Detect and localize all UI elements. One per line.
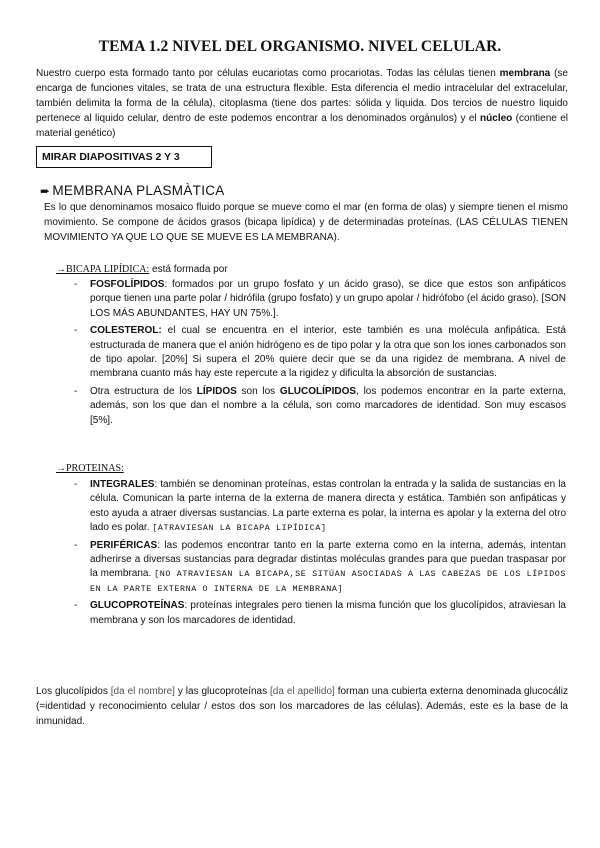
page-title: TEMA 1.2 NIVEL DEL ORGANISMO. NIVEL CELULAR. <box>98 38 502 55</box>
list-item <box>74 599 566 628</box>
membrana-paragraph: Es lo que denominamos mosaico fluido porque se mueve como el mar (en forma de olas) y siempre tienen el mismo movimiento. Se compone de ácidos grasos (bicapa lipídica) y de determinadas proteínas. (LAS CÉLULAS TIENEN MOVIMIENTO YA QUE LO QUE SE MUEVE ES LA MEMBRANA). <box>44 202 568 243</box>
subsection-label: PROTEINAS: <box>66 463 124 474</box>
item-bold: FOSFOLÍPIDOS <box>90 279 165 290</box>
slides-note-box: MIRAR DIAPOSITIVAS 2 Y 3 <box>36 146 212 168</box>
item-bold: INTEGRALES <box>90 479 155 490</box>
dash-bullet: - <box>74 539 78 551</box>
item-bold: COLESTEROL: <box>90 325 162 337</box>
item-text: : formados por un grupo fosfato y un ácido graso), se dice que estos son anfipáticos porque tienen una parte polar / hidrófila (grupo fosfato) y un grupo apolar / hidrófobo (el ácido graso). [SON LOS MÁS ABUNDANTES, HAY UN 75%.]. <box>90 279 566 319</box>
intro-bold-nucleo: núcleo <box>480 113 513 124</box>
intro-bold-membrana: membrana <box>499 68 551 79</box>
dash-bullet: - <box>74 479 78 490</box>
item-text: : también se denominan proteínas, estas controlan la entrada y la salida de sustancias en la célula. Comunican la parte interna de la externa de manera directa y estática. También son anfipáticas y esto ayuda a atraer diversas sustancias. La parte externa es polar, la interna es apolar y la externa del otro lado es polar. <box>90 479 566 534</box>
item-text: el cual se encuentra en el interior, este también es una molécula anfipática. Está estructurada de manera que el anión hidrógeno es de tipo polar y la otra que son los iones carbonados son de tipo apolar. [20%] Si supera el 20% quiere decir que se da una rigidez de membrana. A nivel de membrana cuanto más hay este repercute a la rigidez y dificulta la absorción de sustancias. <box>90 325 566 380</box>
item-bold: GLUCOPROTEÍNAS <box>90 600 185 612</box>
subsection-bicapa <box>56 263 228 276</box>
closing-paragraph <box>36 684 568 729</box>
bicapa-list <box>74 278 566 431</box>
proteinas-list <box>74 478 567 631</box>
item-text: , los podemos encontrar en la parte externa, además, son los que dan el nombre a la célula, son como marcadores de identidad. Son muy escasos [5%]. <box>90 385 566 426</box>
list-item <box>74 278 566 321</box>
subsection-rest: está formada por <box>149 264 228 275</box>
list-item <box>74 324 566 382</box>
list-item <box>74 539 567 597</box>
dash-bullet: - <box>74 325 78 337</box>
dash-bullet: - <box>74 600 78 612</box>
right-arrow-icon: → <box>56 463 66 474</box>
item-mono-note: [NO ATRAVIESAN LA BICAPA,SE SITÚAN ASOCIADAS A LAS CABEZAS DE LOS LÍPIDOS EN LA PARTE EXTERNA O INTERNA DE LA MEMBRANA] <box>90 569 567 594</box>
subsection-label: BICAPA LIPÍDICA: <box>66 264 150 275</box>
item-text: son los <box>236 385 280 397</box>
section-heading-membrana <box>40 183 225 198</box>
list-item <box>74 385 566 428</box>
closing-text: y las glucoproteínas <box>174 686 271 697</box>
closing-note: [da el apellido] <box>270 686 335 697</box>
dash-bullet: - <box>74 385 78 397</box>
closing-text: Los glucolípidos <box>36 686 111 697</box>
item-bold: LÍPIDOS <box>196 385 237 397</box>
right-arrow-icon: → <box>56 264 66 275</box>
item-mono-note: [ATRAVIESAN LA BICAPA LIPÍDICA] <box>152 523 327 534</box>
closing-text: forman una cubierta externa denominada glucocáliz (=identidad y reconocimiento celular / estos dos son los marcadores de las células). Además, este es la base de la inmunidad. <box>36 686 568 727</box>
list-item <box>74 478 566 536</box>
intro-text: Nuestro cuerpo esta formado tanto por células eucariotas como procariotas. Todas las células tienen <box>36 68 500 79</box>
dash-bullet: - <box>74 279 78 290</box>
item-text: : proteínas integrales pero tienen la misma función que los glucolípidos, atraviesan la membrana y son los marcadores de identidad. <box>90 600 566 626</box>
item-bold: PERIFÉRICAS <box>90 539 158 551</box>
intro-paragraph <box>36 66 568 141</box>
intro-text: (se encarga de funciones vitales, se trata de una estructura flexible. Esta diferencia el medio intracelular del extracelular, también delimita la forma de la célula), citoplasma (tiene dos partes: sólida y liquida. Dos tercios de nuestro liquido pertenece al liquido celular, dentro de este podemos encontrar a los denominados orgánulos) y el <box>36 68 568 124</box>
item-text: Otra estructura de los <box>90 385 197 397</box>
subsection-proteinas <box>56 462 124 475</box>
intro-text: (contiene el material genético) <box>36 113 569 139</box>
section-heading-text: MEMBRANA PLASMÀTICA <box>52 183 225 198</box>
pointing-arrow-icon: ➨ <box>40 184 51 198</box>
item-text: : las podemos encontrar tanto en la parte externa como en la interna, además, intentan adherirse a diversas sustancias para degradar distintas moléculas grandes para que puedan traspasar por la membrana. <box>90 539 566 580</box>
closing-note: [da el nombre] <box>110 686 175 697</box>
item-bold: GLUCOLÍPIDOS <box>279 385 357 397</box>
